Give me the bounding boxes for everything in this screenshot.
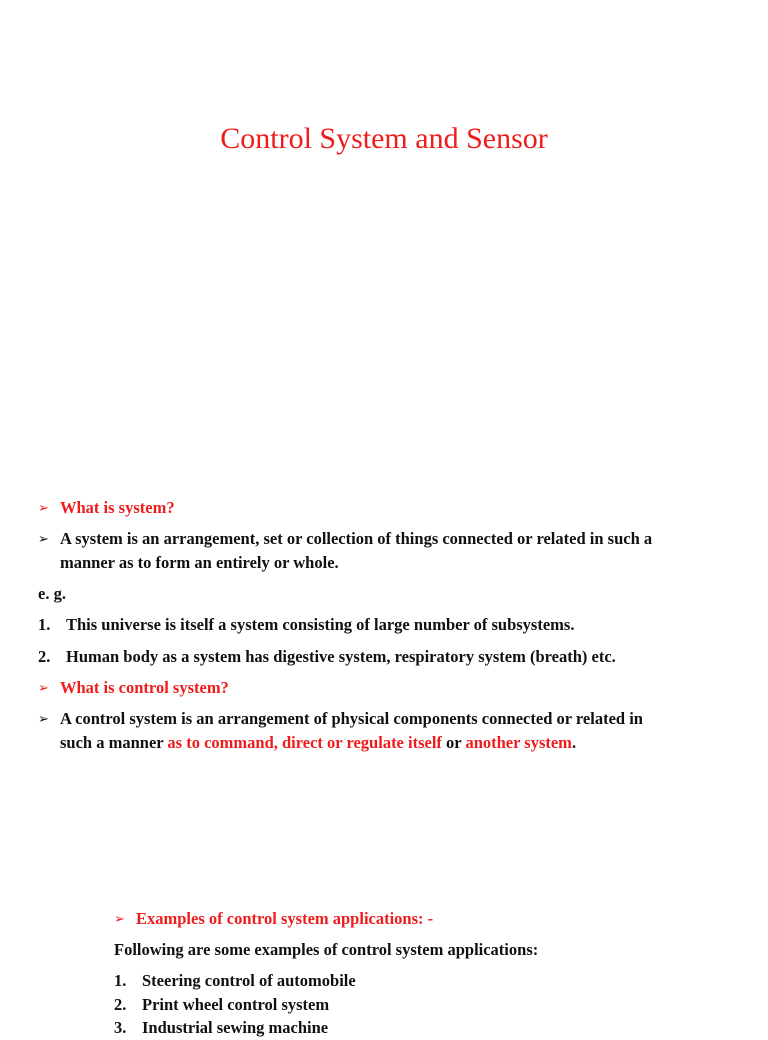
page-title: Control System and Sensor xyxy=(220,122,548,155)
question-what-is-control-system xyxy=(38,676,229,700)
definition-text: such a manner xyxy=(60,733,168,752)
arrow-bullet-icon: ➢ xyxy=(38,680,49,695)
list-item xyxy=(114,969,356,993)
arrow-bullet-icon: ➢ xyxy=(38,500,49,515)
question-text: What is control system? xyxy=(60,678,229,697)
arrow-bullet-icon: ➢ xyxy=(38,711,49,726)
highlight-text: another system xyxy=(465,733,572,752)
system-definition-line-2: manner as to form an entirely or whole. xyxy=(60,553,339,572)
arrow-bullet-icon: ➢ xyxy=(38,531,49,546)
list-text: Steering control of automobile xyxy=(142,971,356,990)
control-definition-line-1 xyxy=(38,707,643,731)
list-item xyxy=(38,645,616,669)
definition-text: . xyxy=(571,733,577,752)
list-number: 1. xyxy=(114,971,127,990)
examples-heading xyxy=(114,907,433,931)
list-number: 2. xyxy=(114,995,127,1014)
arrow-bullet-icon: ➢ xyxy=(114,911,125,926)
definition-text: or xyxy=(441,733,466,752)
list-text: This universe is itself a system consisting of large number of subsystems. xyxy=(66,615,575,634)
definition-text: A control system is an arrangement of physical components connected or related in xyxy=(60,709,643,728)
eg-label: e. g. xyxy=(38,584,66,603)
control-definition-line-2 xyxy=(60,731,576,755)
question-what-is-system xyxy=(38,496,175,520)
list-number: 1. xyxy=(38,615,51,634)
list-number: 2. xyxy=(38,647,51,666)
list-item xyxy=(38,613,574,637)
definition-text: A system is an arrangement, set or collection of things connected or related in such a xyxy=(60,529,653,548)
list-item xyxy=(114,993,329,1017)
highlight-text: as to command, direct or regulate itself xyxy=(167,733,442,752)
list-number: 3. xyxy=(114,1018,127,1037)
heading-text: Examples of control system applications: - xyxy=(136,909,434,928)
list-text: Print wheel control system xyxy=(142,995,330,1014)
list-text: Industrial sewing machine xyxy=(142,1018,329,1037)
system-definition-line-1 xyxy=(38,527,652,551)
examples-intro: Following are some examples of control system applications: xyxy=(114,940,539,959)
list-item xyxy=(114,1016,328,1040)
list-text: Human body as a system has digestive system, respiratory system (breath) etc. xyxy=(66,647,616,666)
question-text: What is system? xyxy=(60,498,175,517)
